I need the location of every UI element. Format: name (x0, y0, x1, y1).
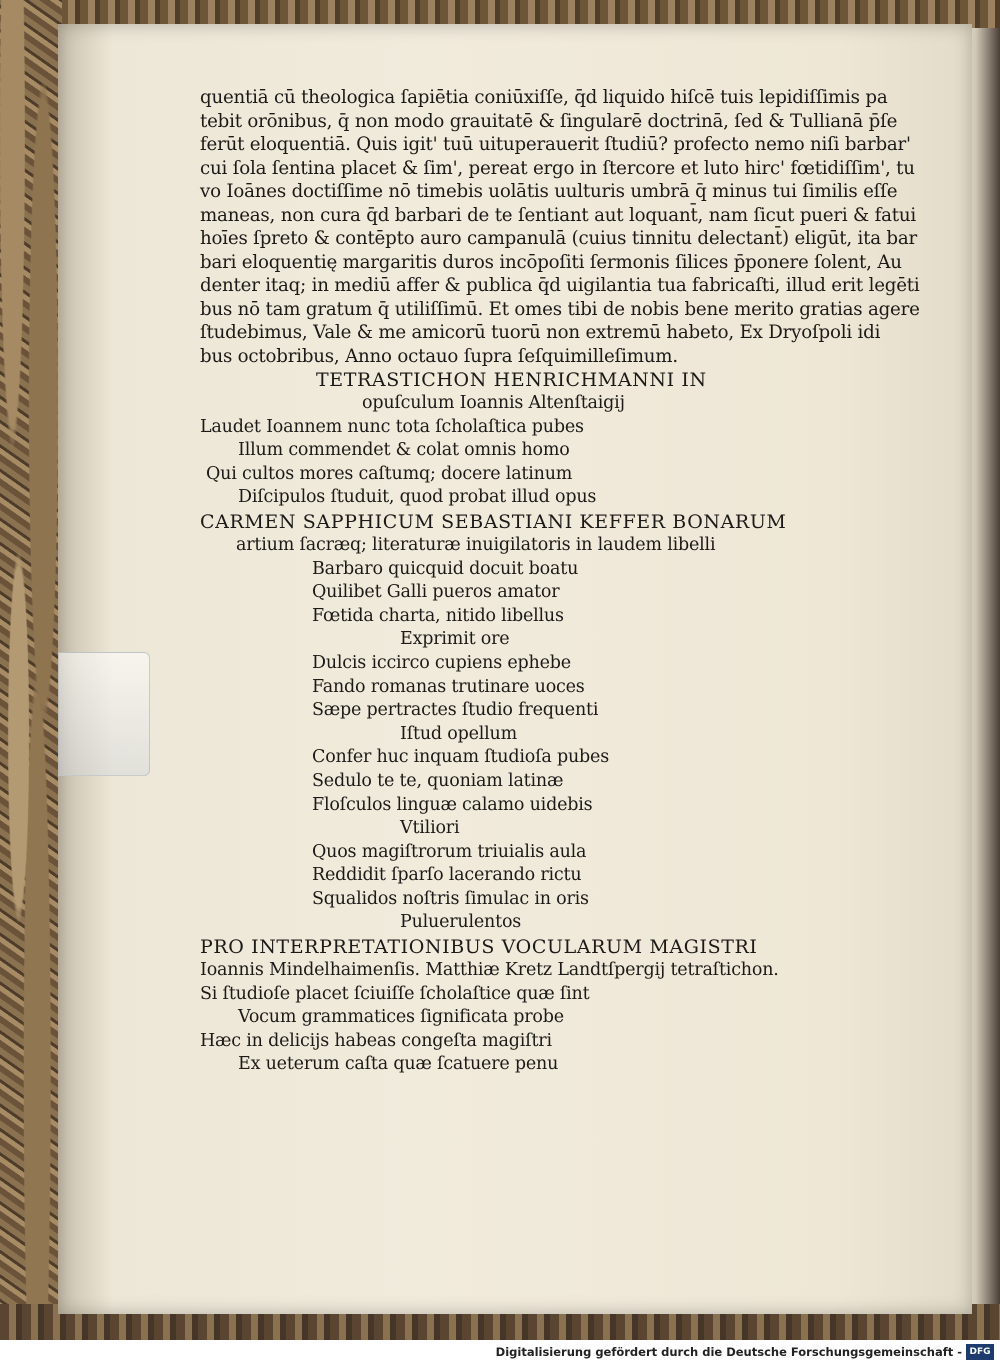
text-line: PRO INTERPRETATIONIBUS VOCULARUM MAGISTRI (200, 936, 758, 959)
text-line: artium ſacræq; literaturæ inuigilatoris in laudem libelli (236, 534, 716, 555)
dfg-logo: DFG (966, 1344, 994, 1360)
text-line: Dulcis iccirco cupiens ephebe (312, 652, 571, 673)
text-line: cui ſola ſentina placet & ſim', pereat ergo in ſtercore et luto hirc' fœtidiſſim', tu (200, 157, 915, 179)
text-line: Sedulo te te, quoniam latinæ (312, 770, 564, 791)
text-line: Confer huc inquam ſtudioſa pubes (312, 747, 609, 768)
text-line: bus nō tam gratum q̄ utiliſſimū. Et omes tibi de nobis bene merito gratias agere (200, 298, 920, 320)
text-line: Squalidos noſtris ſimulac in oris (312, 888, 589, 909)
text-line: ferūt eloquentiā. Quis igit' tuū uituperauerit ſtudiū? profecto nemo niſi barbar' (200, 134, 911, 155)
text-line: Exprimit ore (400, 629, 510, 650)
text-line: Ioannis Mindelhaimenſis. Matthiæ Kretz Landtſpergij tetraſtichon. (200, 960, 779, 981)
text-line: Barbaro quicquid docuit boatu (312, 558, 579, 579)
text-line: Illum commendet & colat omnis homo (238, 440, 570, 461)
text-line: quentiā cū theologica ſapiētia coniūxiſſe, q̄d liquido hiſcē tuis lepidiſſimis pa (200, 87, 888, 108)
text-line: Vocum grammatices ſignificata probe (238, 1007, 564, 1028)
text-line: opuſculum Ioannis Altenſtaigij (362, 393, 625, 413)
text-line: Qui cultos mores caſtumq; docere latinum (206, 463, 573, 484)
text-line: Floſculos linguæ calamo uidebis (312, 794, 593, 815)
text-line: Si ſtudioſe placet ſciuiſſe ſcholaſtice quæ ſint (200, 983, 590, 1004)
text-line: Puluerulentos (400, 912, 522, 933)
text-line: vo Ioānes doctiſſime nō timebis uolātis uulturis umbrā q̄ minus tui ſimilis eſſe (200, 181, 898, 202)
text-line: Quilibet Galli pueros amator (312, 582, 560, 603)
text-line: bus octobribus, Anno octauo ſupra ſeſquimilleſimum. (200, 345, 678, 367)
text-line: Ex ueterum caſta quæ ſcatuere penu (238, 1054, 559, 1075)
text-line: denter itaq; in mediū affer & publica q̄d uigilantia tua fabricaſti, illud erit legēti (200, 275, 920, 296)
text-line: Sæpe pertractes ſtudio frequenti (312, 700, 599, 721)
plastic-clip (58, 652, 150, 776)
text-line: Vtiliori (400, 818, 460, 839)
text-line: Iſtud opellum (400, 723, 518, 744)
text-line: maneas, non cura q̄d barbari de te ſentiant aut loquant̄, nam ſicut pueri & fatui (200, 204, 917, 226)
text-line: Reddidit ſparſo lacerando rictu (312, 865, 582, 886)
text-line: tebit orōnibus, q̄ non modo grauitatē & ſingularē doctrinā, ſed & Tullianā p̄ſe (200, 110, 898, 132)
book-cover-left (0, 0, 62, 1340)
text-line: ſtudebimus, Vale & me amicorū tuorū non extremū habeto, Ex Dryoſpoli idi (200, 322, 881, 343)
text-line: bari eloquentię margaritis duros incōpoſiti ſermonis ſilices p̄ponere ſolent, Au (200, 251, 902, 273)
text-line: Fœtida charta, nitido libellus (312, 605, 564, 626)
footer-bar (0, 1340, 1000, 1366)
footer-credit: Digitalisierung gefördert durch die Deutsche Forschungsgemeinschaft - (495, 1345, 962, 1359)
text-line: TETRASTICHON HENRICHMANNI IN (316, 369, 707, 391)
text-line: Hæc in delicijs habeas congeſta magiſtri (200, 1030, 552, 1051)
text-line: Quos magiſtrorum triuialis aula (312, 841, 587, 862)
page-text (200, 86, 920, 1077)
text-line: Fando romanas trutinare uoces (312, 676, 585, 697)
text-line: hoīes ſpreto & contēpto auro campanulā (cuius tinnitu delectant̄) eligūt, ita bar (200, 228, 918, 249)
text-line: Diſcipulos ſtuduit, quod probat illud opus (238, 487, 597, 508)
text-line: CARMEN SAPPHICUM SEBASTIANI KEFFER BONARUM (200, 510, 787, 533)
text-line: Laudet Ioannem nunc tota ſcholaſtica pubes (200, 416, 584, 437)
